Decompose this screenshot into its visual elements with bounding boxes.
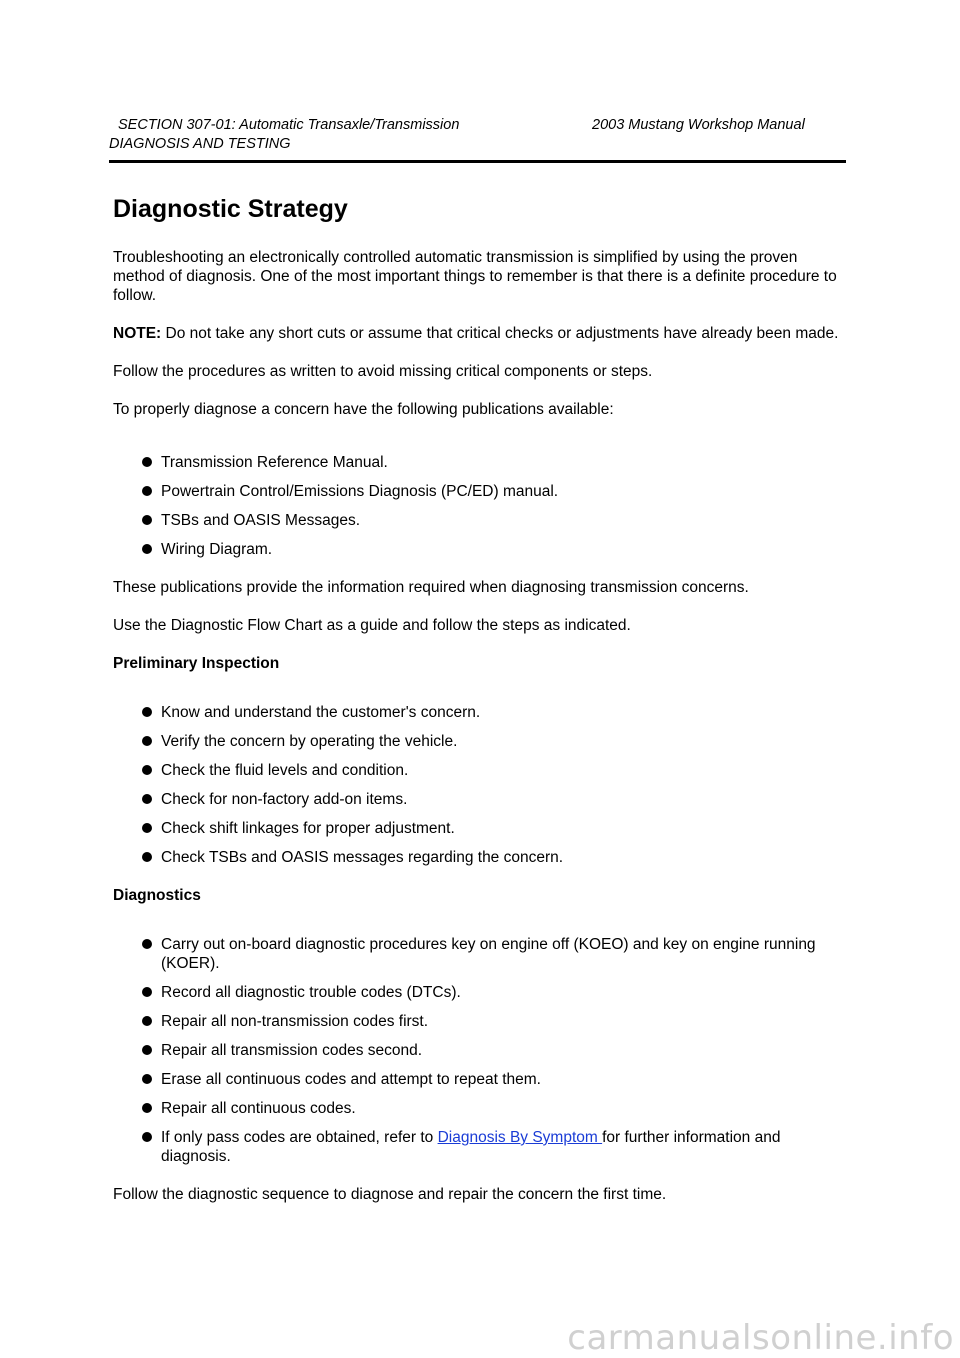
list-item-text: Erase all continuous codes and attempt to repeat them. (161, 1071, 541, 1088)
list-item-text: Wiring Diagram. (161, 541, 273, 558)
bullet-icon (142, 823, 152, 833)
list-item (113, 540, 843, 559)
watermark: carmanualsonline.info (567, 1318, 954, 1358)
list-item-text: Verify the concern by operating the vehicle. (161, 733, 458, 750)
list-item (113, 761, 843, 780)
bullet-icon (142, 707, 152, 717)
bullet-icon (142, 544, 152, 554)
list-item-text: Check the fluid levels and condition. (161, 762, 409, 779)
header-section-title: SECTION 307-01: Automatic Transaxle/Transmission (118, 117, 460, 133)
list-item-text-before: If only pass codes are obtained, refer to (161, 1129, 438, 1146)
list-item (113, 1099, 843, 1118)
diagnosis-by-symptom-link[interactable]: Diagnosis By Symptom (437, 1129, 603, 1146)
list-item-text: Record all diagnostic trouble codes (DTCs). (161, 984, 461, 1001)
bullet-icon (142, 939, 152, 949)
intro-paragraph: Troubleshooting an electronically controlled automatic transmission is simplified by using the proven method of diagnosis. One of the most important things to remember is that there is a definite procedure to follow. (113, 249, 837, 304)
list-item (113, 1041, 843, 1060)
follow-paragraph: Follow the procedures as written to avoid missing critical components or steps. (113, 363, 653, 380)
bullet-icon (142, 1132, 152, 1142)
list-item-text: Carry out on-board diagnostic procedures key on engine off (KOEO) and key on engine running (KOER). (161, 936, 816, 972)
document-body (113, 193, 843, 1223)
header-divider (109, 160, 846, 163)
note-paragraph (113, 324, 843, 343)
list-item-text: Check TSBs and OASIS messages regarding the concern. (161, 849, 564, 866)
bullet-icon (142, 1016, 152, 1026)
list-item (113, 703, 843, 722)
bullet-icon (142, 1045, 152, 1055)
closing-paragraph: Follow the diagnostic sequence to diagnose and repair the concern the first time. (113, 1186, 667, 1203)
bullet-icon (142, 1074, 152, 1084)
list-item (113, 482, 843, 501)
list-item (113, 1012, 843, 1031)
bullet-icon (142, 1103, 152, 1113)
list-item-text: Powertrain Control/Emissions Diagnosis (PC/ED) manual. (161, 483, 559, 500)
header-subsection: DIAGNOSIS AND TESTING (109, 136, 291, 152)
bullet-icon (142, 486, 152, 496)
bullet-icon (142, 736, 152, 746)
preliminary-list (113, 703, 843, 867)
bullet-icon (142, 794, 152, 804)
list-item-text-after: for further information and diagnosis. (161, 1129, 781, 1165)
list-item-text: Repair all continuous codes. (161, 1100, 356, 1117)
list-item (113, 935, 843, 973)
preliminary-heading: Preliminary Inspection (113, 655, 280, 672)
header-manual-title: 2003 Mustang Workshop Manual (592, 117, 805, 133)
list-item-text: Check for non-factory add-on items. (161, 791, 408, 808)
list-item-text: TSBs and OASIS Messages. (161, 512, 361, 529)
list-item (113, 790, 843, 809)
list-item (113, 511, 843, 530)
list-item-text: Repair all transmission codes second. (161, 1042, 423, 1059)
bullet-icon (142, 987, 152, 997)
list-item-text: Check shift linkages for proper adjustment. (161, 820, 455, 837)
diagnostics-list (113, 935, 843, 1166)
flowchart-paragraph: Use the Diagnostic Flow Chart as a guide and follow the steps as indicated. (113, 617, 631, 634)
publications-intro: To properly diagnose a concern have the following publications available: (113, 401, 614, 418)
bullet-icon (142, 515, 152, 525)
list-item-text: Transmission Reference Manual. (161, 454, 388, 471)
list-item (113, 732, 843, 751)
bullet-icon (142, 765, 152, 775)
note-text: Do not take any short cuts or assume that critical checks or adjustments have already been made. (165, 325, 839, 342)
list-item-text: Know and understand the customer's concern. (161, 704, 481, 721)
bullet-icon (142, 852, 152, 862)
list-item (113, 1128, 843, 1166)
list-item (113, 1070, 843, 1089)
list-item-text: Repair all non-transmission codes first. (161, 1013, 429, 1030)
list-item (113, 983, 843, 1002)
bullet-icon (142, 457, 152, 467)
page-title: Diagnostic Strategy (113, 195, 348, 223)
diagnostics-heading: Diagnostics (113, 887, 201, 904)
list-item (113, 453, 843, 472)
publications-list (113, 453, 843, 559)
publications-outro: These publications provide the information required when diagnosing transmission concerns. (113, 579, 749, 596)
list-item (113, 848, 843, 867)
list-item (113, 819, 843, 838)
note-label: NOTE: (113, 325, 162, 342)
